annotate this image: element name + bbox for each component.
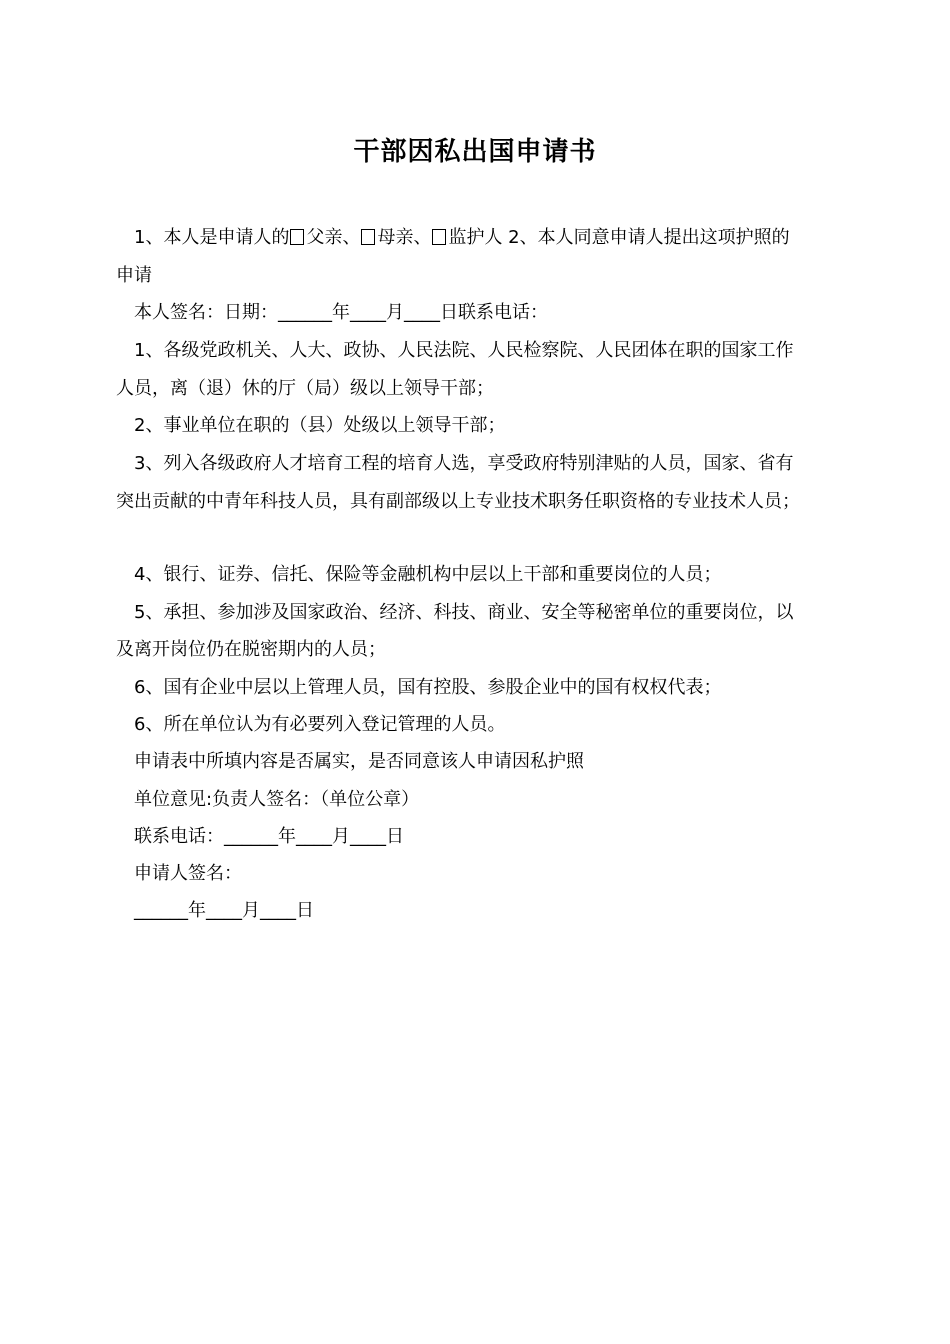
applicant-signature-label: 申请人签名：: [134, 863, 242, 884]
checkbox-mother[interactable]: [361, 229, 375, 245]
contact-date-line: 联系电话：______年____月____日: [134, 826, 404, 847]
checkbox-father[interactable]: [290, 229, 304, 245]
checkbox-guardian[interactable]: [432, 229, 446, 245]
item-5-line-1: 5、承担、参加涉及国家政治、经济、科技、商业、安全等秘密单位的重要岗位，以: [134, 602, 794, 623]
option-father-label: 父亲、: [306, 227, 361, 248]
option-guardian-label: 监护人 2、本人同意申请人提出这项护照的: [448, 227, 790, 248]
verification-question: 申请表中所填内容是否属实，是否同意该人申请因私护照: [134, 751, 584, 772]
option-mother-label: 母亲、: [377, 227, 432, 248]
item-6a: 6、国有企业中层以上管理人员，国有控股、参股企业中的国有权权代表；: [134, 677, 722, 698]
paragraph-1-continuation: 申请: [116, 265, 152, 286]
item-6b: 6、所在单位认为有必要列入登记管理的人员。: [134, 714, 506, 735]
paragraph-1: [134, 225, 790, 251]
item-4: 4、银行、证券、信托、保险等金融机构中层以上干部和重要岗位的人员；: [134, 564, 722, 585]
item-1-line-1: 1、各级党政机关、人大、政协、人民法院、人民检察院、人民团体在职的国家工作: [134, 340, 794, 361]
item-3-line-2: 突出贡献的中青年科技人员，具有副部级以上专业技术职务任职资格的专业技术人员；: [116, 491, 800, 512]
item-1-line-2: 人员，离（退）休的厅（局）级以上领导干部；: [116, 378, 494, 399]
signature-date-phone-line: 本人签名：日期：______年____月____日联系电话：: [134, 302, 548, 323]
item-2: 2、事业单位在职的（县）处级以上领导干部；: [134, 415, 506, 436]
item-5-line-2: 及离开岗位仍在脱密期内的人员；: [116, 639, 386, 660]
final-date-line: ______年____月____日: [134, 900, 314, 921]
item-3-line-1: 3、列入各级政府人才培育工程的培育人选，享受政府特别津贴的人员，国家、省有: [134, 453, 794, 474]
unit-opinion-line: 单位意见:负责人签名：（单位公章）: [134, 789, 420, 810]
paragraph-1-prefix: 1、本人是申请人的: [134, 227, 290, 248]
document-title: 干部因私出国申请书: [353, 137, 597, 167]
